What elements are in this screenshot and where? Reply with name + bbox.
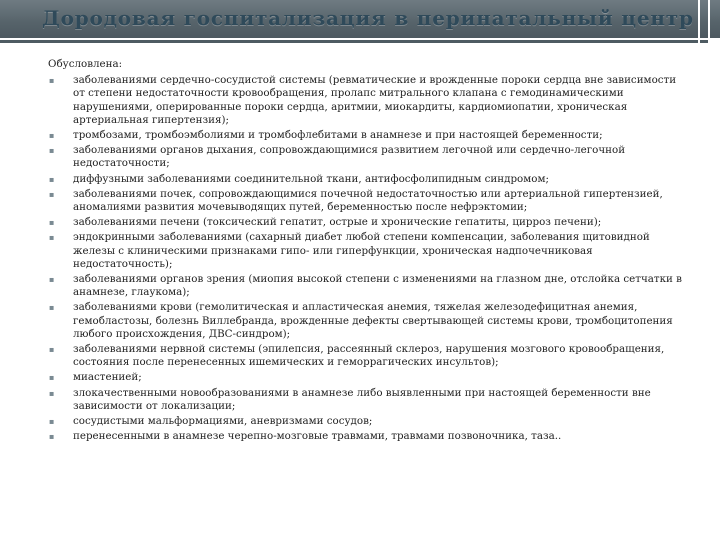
list-item <box>48 188 688 214</box>
bullet-icon: ▪ <box>49 131 55 141</box>
list-item-text: злокачественными новообразованиями в анамнезе либо выявленными при настоящей беременности вне зависимости от локализации; <box>73 386 651 412</box>
decorative-stripe <box>708 0 710 44</box>
bullet-icon: ▪ <box>49 303 55 313</box>
intro-text: Обусловлена: <box>48 58 123 70</box>
list-item <box>48 387 688 413</box>
slide-title: Дородовая госпитализация в перинатальный центр <box>42 6 694 30</box>
bullet-icon: ▪ <box>49 189 55 199</box>
list-item-text: заболеваниями нервной системы (эпилепсия, рассеянный склероз, нарушения мозгового кровообращения, состояния после перенесенных ишемических и геморрагических инсультов); <box>73 343 665 369</box>
list-item-text: миастенией; <box>73 371 142 384</box>
list-item-text: эндокринными заболеваниями (сахарный диабет любой степени компенсации, заболевания щитовидной железы с клиническими признаками гипо- или гиперфункции, хроническая надпочечниковая недостаточность); <box>73 231 650 270</box>
list-item-text: заболеваниями печени (токсический гепатит, острые и хронические гепатиты, цирроз печени); <box>73 216 602 229</box>
bullet-icon: ▪ <box>49 233 55 243</box>
list-item <box>48 74 688 127</box>
list-item <box>48 216 688 229</box>
list-item <box>48 144 688 170</box>
list-item <box>48 231 688 271</box>
list-item-text: перенесенными в анамнезе черепно-мозговые травмами, травмами позвоночника, таза.. <box>73 430 562 443</box>
bullet-icon: ▪ <box>49 373 55 383</box>
list-item <box>48 430 688 443</box>
list-item <box>48 343 688 369</box>
list-item-text: сосудистыми мальформациями, аневризмами сосудов; <box>73 415 373 428</box>
list-item-text: диффузными заболеваниями соединительной ткани, антифосфолипидным синдромом; <box>73 172 549 185</box>
list-item <box>48 173 688 186</box>
list-item-text: заболеваниями почек, сопровождающимися почечной недостаточностью или артериальной гипертензией, аномалиями развития мочевыводящих путей, беременностью после нефрэктомии; <box>73 187 663 214</box>
bullet-icon: ▪ <box>49 345 55 355</box>
list-item <box>48 301 688 341</box>
bullet-icon: ▪ <box>49 388 55 398</box>
list-item-text: заболеваниями органов зрения (миопия высокой степени с изменениями на глазном дне, отслойка сетчатки в анамнезе, глаукома); <box>73 273 682 299</box>
list-item <box>48 129 688 142</box>
list-item-text: заболеваниями органов дыхания, сопровождающимися развитием легочной или сердечно-легочной недостаточности; <box>73 144 626 170</box>
list-item-text: тромбозами, тромбоэмболиями и тромбофлебитами в анамнезе и при настоящей беременности; <box>73 129 603 142</box>
list-item <box>48 371 688 384</box>
bullet-icon: ▪ <box>49 76 55 86</box>
bullet-icon: ▪ <box>49 218 55 228</box>
bullet-icon: ▪ <box>49 174 55 184</box>
bullet-icon: ▪ <box>49 432 55 442</box>
list-item <box>48 273 688 299</box>
title-bar <box>0 0 720 38</box>
title-separator <box>0 40 710 43</box>
bullet-icon: ▪ <box>49 146 55 156</box>
decorative-stripe <box>698 0 700 44</box>
list-item-text: заболеваниями сердечно-сосудистой системы (ревматические и врожденные пороки сердца вне зависимости от степени недостаточности кровообращения, пролапс митрального клапана с гемодинамическими нарушениями, оперированные пороки сердца, аритмии, миокардиты, кардиомиопатии, хроническая артериальная гипертензия); <box>73 74 677 126</box>
conditions-list <box>48 74 688 443</box>
slide-content <box>48 58 688 445</box>
list-item-text: заболеваниями крови (гемолитическая и апластическая анемия, тяжелая железодефицитная анемия, гемобластозы, болезнь Виллебранда, врожденные дефекты свертывающей системы крови, тромбоцитопения любого происхождения, ДВС-синдром); <box>73 301 673 340</box>
list-item <box>48 415 688 428</box>
bullet-icon: ▪ <box>49 275 55 285</box>
bullet-icon: ▪ <box>49 417 55 427</box>
